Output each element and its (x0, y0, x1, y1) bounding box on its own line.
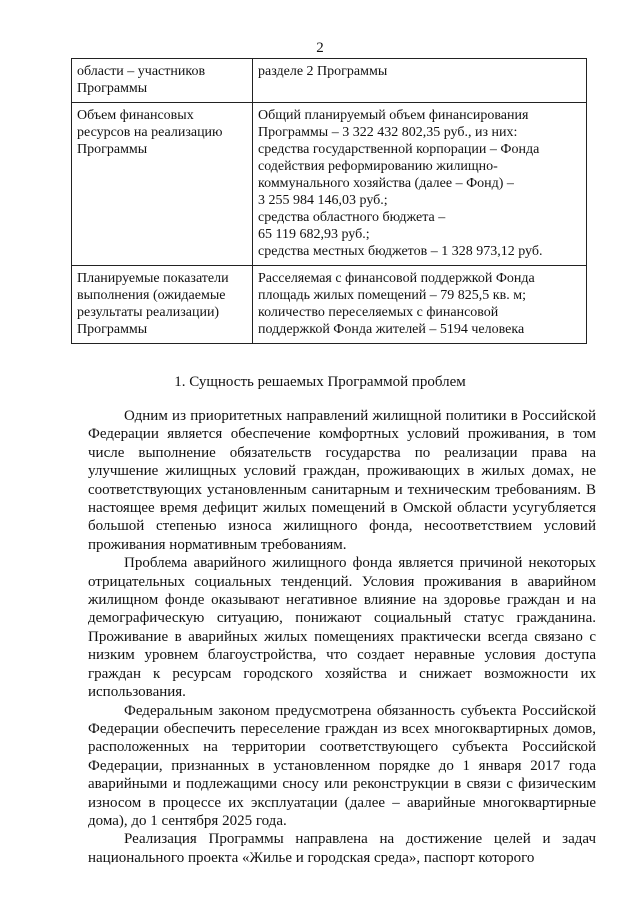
table-row (72, 266, 587, 344)
value-line: разделе 2 Программы (258, 64, 388, 79)
program-passport-table (71, 58, 587, 344)
table-cell-label: области – участников Программы (72, 59, 253, 103)
paragraph: Одним из приоритетных направлений жилищной политики в Российской Федерации является обеспечение комфортных условий проживания, в том числе выполнение обязательств государства по реализации права на улучшение жилищных условий граждан, проживающих в жилых домах, не соответствующих установленным санитарным и техническим требованиям. В настоящее время дефицит жилых помещений в Омской области усугубляется большой степенью износа жилищного фонда, несоответствием условий проживания нормативным требованиям. (88, 408, 596, 553)
value-line: площадь жилых помещений – 79 825,5 кв. м; (258, 288, 526, 303)
value-line: Общий планируемый объем финансирования (258, 108, 529, 123)
table-cell-label: Планируемые показатели выполнения (ожидаемые результаты реализации) Программы (72, 266, 253, 344)
table-cell-value (253, 103, 587, 266)
value-line: количество переселяемых с финансовой (258, 305, 499, 320)
value-line: Расселяемая с финансовой поддержкой Фонда (258, 271, 535, 286)
section-heading: 1. Сущность решаемых Программой проблем (174, 374, 466, 390)
value-line: средства местных бюджетов – 1 328 973,12 руб. (258, 244, 543, 259)
value-line: средства государственной корпорации – Фонда (258, 142, 540, 157)
value-line: средства областного бюджета – (258, 210, 446, 225)
value-line: Программы – 3 322 432 802,35 руб., из них: (258, 125, 518, 140)
page-number: 2 (316, 40, 324, 56)
paragraph: Реализация Программы направлена на достижение целей и задач национального проекта «Жилье и городская среда», паспорт которого (88, 831, 596, 866)
body-text (88, 407, 596, 867)
value-line: 65 119 682,93 руб.; (258, 227, 370, 242)
paragraph: Федеральным законом предусмотрена обязанность субъекта Российской Федерации обеспечить переселение граждан из всех многоквартирных домов, расположенных на территории соответствующего субъекта Российской Федерации, признанных в установленном порядке до 1 января 2017 года аварийными и подлежащими сносу или реконструкции в связи с физическим износом в процессе их эксплуатации (далее – аварийные многоквартирные дома), до 1 сентября 2025 года. (88, 702, 596, 829)
table-cell-label: Объем финансовых ресурсов на реализацию Программы (72, 103, 253, 266)
value-line: коммунального хозяйства (далее – Фонд) – (258, 176, 514, 191)
table-cell-value (253, 266, 587, 344)
value-line: поддержкой Фонда жителей – 5194 человека (258, 322, 525, 337)
paragraph: Проблема аварийного жилищного фонда является причиной некоторых отрицательных социальных тенденций. Условия проживания в аварийном жилищном фонде оказывают негативное влияние на здоровье граждан и на демографическую ситуацию, понижают социальный статус гражданина. Проживание в аварийных жилых помещениях практически всегда связано с низким уровнем благоустройства, что создает неравные условия доступа граждан к ресурсам городского хозяйства и снижает возможности их использования. (88, 555, 596, 701)
table-row (72, 103, 587, 266)
table-row (72, 59, 587, 103)
table-cell-value (253, 59, 587, 103)
value-line: содействия реформированию жилищно- (258, 159, 498, 174)
value-line: 3 255 984 146,03 руб.; (258, 193, 388, 208)
